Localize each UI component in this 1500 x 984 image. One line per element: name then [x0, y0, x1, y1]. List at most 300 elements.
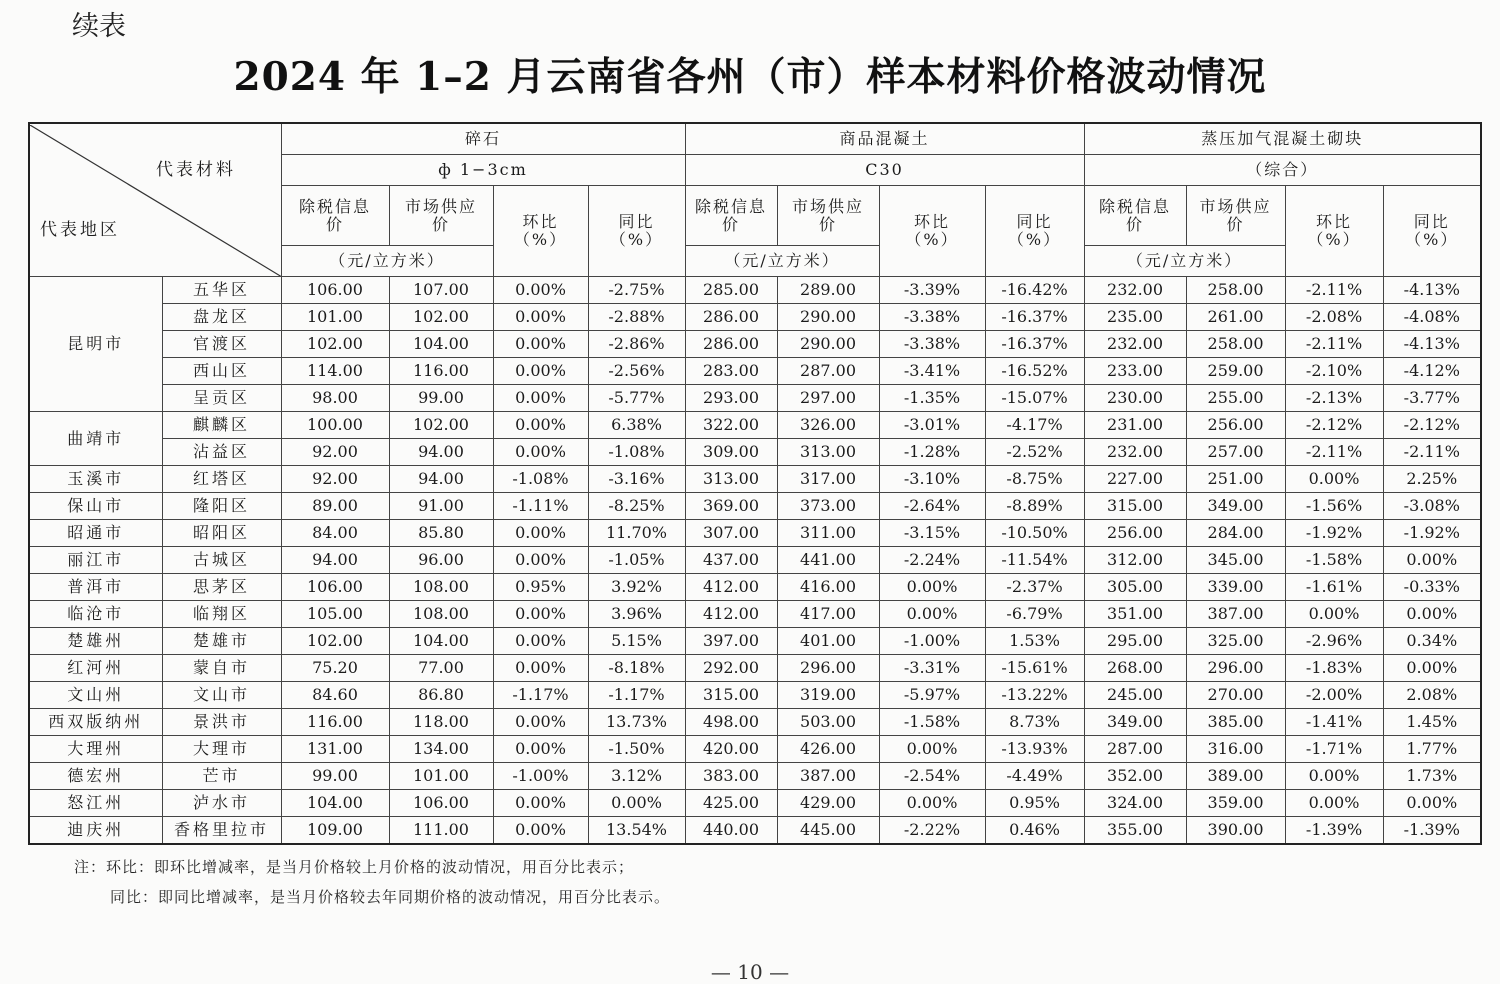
value-cell: 287.00 [777, 358, 879, 385]
value-cell: 0.00% [1383, 601, 1481, 628]
value-cell: 13.73% [588, 709, 685, 736]
value-cell: 445.00 [777, 817, 879, 845]
value-cell: -10.50% [985, 520, 1084, 547]
value-cell: 0.00% [493, 520, 588, 547]
value-cell: -1.92% [1383, 520, 1481, 547]
column-header-block-0 [1084, 186, 1186, 246]
value-cell: 311.00 [777, 520, 879, 547]
city-cell: 曲靖市 [29, 412, 162, 466]
value-cell: 420.00 [685, 736, 777, 763]
value-cell: 8.73% [985, 709, 1084, 736]
value-cell: 1.77% [1383, 736, 1481, 763]
value-cell: 100.00 [281, 412, 389, 439]
value-cell: -8.18% [588, 655, 685, 682]
header-line: （%） [609, 230, 664, 249]
value-cell: 0.95% [985, 790, 1084, 817]
value-cell: 3.12% [588, 763, 685, 790]
value-cell: -3.08% [1383, 493, 1481, 520]
value-cell: 111.00 [389, 817, 493, 845]
unit-label-gravel: （元/立方米） [281, 246, 493, 277]
value-cell: 316.00 [1186, 736, 1285, 763]
value-cell: -2.56% [588, 358, 685, 385]
value-cell: -13.22% [985, 682, 1084, 709]
value-cell: 75.20 [281, 655, 389, 682]
city-cell: 保山市 [29, 493, 162, 520]
city-cell: 德宏州 [29, 763, 162, 790]
district-cell: 五华区 [162, 277, 281, 304]
district-cell: 麒麟区 [162, 412, 281, 439]
value-cell: 339.00 [1186, 574, 1285, 601]
value-cell: 425.00 [685, 790, 777, 817]
value-cell: 0.00% [1383, 547, 1481, 574]
value-cell: 296.00 [777, 655, 879, 682]
value-cell: 317.00 [777, 466, 879, 493]
value-cell: 101.00 [281, 304, 389, 331]
value-cell: 106.00 [281, 574, 389, 601]
value-cell: -2.11% [1285, 277, 1383, 304]
value-cell: -1.56% [1285, 493, 1383, 520]
value-cell: 287.00 [1084, 736, 1186, 763]
value-cell: -5.97% [879, 682, 985, 709]
value-cell: -5.77% [588, 385, 685, 412]
value-cell: -1.17% [493, 682, 588, 709]
value-cell: 99.00 [281, 763, 389, 790]
footnotes [74, 852, 670, 912]
material-name: 碎石 [465, 129, 502, 148]
value-cell: 1.45% [1383, 709, 1481, 736]
header-line: 价 [1226, 214, 1245, 234]
value-cell: 293.00 [685, 385, 777, 412]
value-cell: 257.00 [1186, 439, 1285, 466]
value-cell: 118.00 [389, 709, 493, 736]
material-name: 商品混凝土 [839, 129, 930, 148]
value-cell: 1.73% [1383, 763, 1481, 790]
column-header-concrete-1 [777, 186, 879, 246]
column-header-block-1 [1186, 186, 1285, 246]
value-cell: -4.12% [1383, 358, 1481, 385]
value-cell: 1.53% [985, 628, 1084, 655]
city-cell: 楚雄州 [29, 628, 162, 655]
value-cell: -1.17% [588, 682, 685, 709]
value-cell: -2.88% [588, 304, 685, 331]
city-cell: 西双版纳州 [29, 709, 162, 736]
value-cell: -3.10% [879, 466, 985, 493]
value-cell: 259.00 [1186, 358, 1285, 385]
value-cell: 232.00 [1084, 439, 1186, 466]
value-cell: 322.00 [685, 412, 777, 439]
value-cell: -8.75% [985, 466, 1084, 493]
value-cell: 355.00 [1084, 817, 1186, 845]
value-cell: 0.00% [493, 412, 588, 439]
table-row [29, 304, 1481, 331]
value-cell: 104.00 [389, 331, 493, 358]
district-cell: 芒市 [162, 763, 281, 790]
value-cell: 290.00 [777, 304, 879, 331]
district-cell: 红塔区 [162, 466, 281, 493]
value-cell: 114.00 [281, 358, 389, 385]
material-header-block [1084, 123, 1481, 155]
table-row [29, 790, 1481, 817]
value-cell: 412.00 [685, 601, 777, 628]
value-cell: 387.00 [1186, 601, 1285, 628]
district-cell: 蒙自市 [162, 655, 281, 682]
city-cell: 文山州 [29, 682, 162, 709]
header-line: 同比 [1413, 212, 1450, 231]
value-cell: -2.64% [879, 493, 985, 520]
value-cell: 0.34% [1383, 628, 1481, 655]
value-cell: -8.25% [588, 493, 685, 520]
value-cell: 98.00 [281, 385, 389, 412]
value-cell: 0.00% [1383, 790, 1481, 817]
value-cell: 131.00 [281, 736, 389, 763]
value-cell: 0.00% [879, 790, 985, 817]
value-cell: -8.89% [985, 493, 1084, 520]
value-cell: 0.00% [493, 331, 588, 358]
value-cell: 296.00 [1186, 655, 1285, 682]
value-cell: 315.00 [1084, 493, 1186, 520]
corner-region-label: 代表地区 [40, 220, 120, 240]
header-line: 价 [722, 214, 741, 234]
district-cell: 古城区 [162, 547, 281, 574]
value-cell: 286.00 [685, 304, 777, 331]
value-cell: 0.00% [493, 628, 588, 655]
header-line: 市场供应 [792, 196, 865, 216]
value-cell: 6.38% [588, 412, 685, 439]
value-cell: 369.00 [685, 493, 777, 520]
city-cell: 大理州 [29, 736, 162, 763]
district-cell: 文山市 [162, 682, 281, 709]
value-cell: 13.54% [588, 817, 685, 845]
value-cell: 284.00 [1186, 520, 1285, 547]
value-cell: 251.00 [1186, 466, 1285, 493]
value-cell: 0.46% [985, 817, 1084, 845]
district-cell: 景洪市 [162, 709, 281, 736]
value-cell: 0.00% [493, 817, 588, 845]
header-line: （%） [1307, 230, 1361, 249]
value-cell: 0.00% [1285, 790, 1383, 817]
value-cell: 85.80 [389, 520, 493, 547]
header-line: （%） [1405, 230, 1459, 249]
value-cell: 385.00 [1186, 709, 1285, 736]
table-row [29, 655, 1481, 682]
table-row [29, 358, 1481, 385]
value-cell: -16.42% [985, 277, 1084, 304]
district-cell: 香格里拉市 [162, 817, 281, 845]
header-line: 除税信息 [298, 196, 371, 216]
value-cell: -1.08% [493, 466, 588, 493]
table-row [29, 439, 1481, 466]
column-header-concrete-0 [685, 186, 777, 246]
table-row [29, 709, 1481, 736]
value-cell: -2.13% [1285, 385, 1383, 412]
district-cell: 楚雄市 [162, 628, 281, 655]
value-cell: -4.13% [1383, 331, 1481, 358]
value-cell: 397.00 [685, 628, 777, 655]
value-cell: -3.31% [879, 655, 985, 682]
value-cell: -1.08% [588, 439, 685, 466]
header-line: 价 [431, 214, 450, 234]
value-cell: -1.58% [1285, 547, 1383, 574]
value-cell: -2.12% [1285, 412, 1383, 439]
value-cell: 94.00 [389, 439, 493, 466]
value-cell: -0.33% [1383, 574, 1481, 601]
value-cell: 84.00 [281, 520, 389, 547]
value-cell: 426.00 [777, 736, 879, 763]
table-row [29, 520, 1481, 547]
header-line: （%） [905, 230, 959, 249]
value-cell: 107.00 [389, 277, 493, 304]
value-cell: 108.00 [389, 601, 493, 628]
city-cell: 普洱市 [29, 574, 162, 601]
value-cell: 0.00% [879, 574, 985, 601]
district-cell: 沾益区 [162, 439, 281, 466]
value-cell: 3.92% [588, 574, 685, 601]
value-cell: 232.00 [1084, 331, 1186, 358]
header-line: 除税信息 [1099, 196, 1172, 216]
header-line: （%） [1007, 230, 1062, 249]
value-cell: -1.00% [493, 763, 588, 790]
value-cell: 0.00% [493, 304, 588, 331]
value-cell: 2.08% [1383, 682, 1481, 709]
value-cell: 0.00% [1383, 655, 1481, 682]
column-header-block-3 [1383, 186, 1481, 277]
value-cell: -3.77% [1383, 385, 1481, 412]
material-spec-block: （综合） [1084, 155, 1481, 186]
value-cell: 102.00 [281, 331, 389, 358]
value-cell: 0.00% [493, 439, 588, 466]
value-cell: -1.28% [879, 439, 985, 466]
corner-material-label: 代表材料 [156, 160, 236, 180]
table-row [29, 574, 1481, 601]
header-line: 价 [325, 214, 344, 234]
district-cell: 昭阳区 [162, 520, 281, 547]
value-cell: 387.00 [777, 763, 879, 790]
value-cell: -1.61% [1285, 574, 1383, 601]
value-cell: 0.00% [493, 655, 588, 682]
value-cell: -3.38% [879, 331, 985, 358]
value-cell: -3.38% [879, 304, 985, 331]
value-cell: 437.00 [685, 547, 777, 574]
value-cell: -2.75% [588, 277, 685, 304]
value-cell: 102.00 [281, 628, 389, 655]
column-header-block-2 [1285, 186, 1383, 277]
value-cell: 345.00 [1186, 547, 1285, 574]
city-cell: 临沧市 [29, 601, 162, 628]
value-cell: -16.37% [985, 304, 1084, 331]
table-row [29, 817, 1481, 845]
district-cell: 隆阳区 [162, 493, 281, 520]
value-cell: -1.50% [588, 736, 685, 763]
footnote-yoy: 同比：即同比增减率，是当月价格较去年同期价格的波动情况，用百分比表示。 [110, 888, 671, 906]
value-cell: 351.00 [1084, 601, 1186, 628]
header-line: 同比 [1016, 212, 1053, 231]
value-cell: 233.00 [1084, 358, 1186, 385]
value-cell: 0.95% [493, 574, 588, 601]
value-cell: -2.37% [985, 574, 1084, 601]
value-cell: 0.00% [493, 547, 588, 574]
value-cell: -2.96% [1285, 628, 1383, 655]
value-cell: 352.00 [1084, 763, 1186, 790]
material-spec-gravel: ф 1−3cm [281, 155, 685, 186]
value-cell: 0.00% [588, 790, 685, 817]
table-row [29, 601, 1481, 628]
value-cell: -2.52% [985, 439, 1084, 466]
value-cell: 116.00 [389, 358, 493, 385]
value-cell: 91.00 [389, 493, 493, 520]
value-cell: 416.00 [777, 574, 879, 601]
value-cell: 258.00 [1186, 331, 1285, 358]
city-cell: 玉溪市 [29, 466, 162, 493]
district-cell: 临翔区 [162, 601, 281, 628]
district-cell: 呈贡区 [162, 385, 281, 412]
value-cell: -3.41% [879, 358, 985, 385]
value-cell: 283.00 [685, 358, 777, 385]
district-cell: 盘龙区 [162, 304, 281, 331]
value-cell: 104.00 [281, 790, 389, 817]
value-cell: 307.00 [685, 520, 777, 547]
column-header-gravel-1 [389, 186, 493, 246]
value-cell: 289.00 [777, 277, 879, 304]
value-cell: -2.08% [1285, 304, 1383, 331]
value-cell: -1.35% [879, 385, 985, 412]
value-cell: -2.11% [1285, 331, 1383, 358]
value-cell: 92.00 [281, 466, 389, 493]
district-cell: 官渡区 [162, 331, 281, 358]
value-cell: 104.00 [389, 628, 493, 655]
value-cell: 319.00 [777, 682, 879, 709]
value-cell: 0.00% [879, 736, 985, 763]
value-cell: 270.00 [1186, 682, 1285, 709]
value-cell: 313.00 [685, 466, 777, 493]
value-cell: 412.00 [685, 574, 777, 601]
value-cell: -2.86% [588, 331, 685, 358]
value-cell: 286.00 [685, 331, 777, 358]
city-cell: 昆明市 [29, 277, 162, 412]
value-cell: -3.16% [588, 466, 685, 493]
value-cell: 102.00 [389, 304, 493, 331]
city-cell: 怒江州 [29, 790, 162, 817]
header-line: 同比 [618, 212, 655, 231]
header-line: 环比 [1316, 212, 1353, 231]
city-cell: 红河州 [29, 655, 162, 682]
value-cell: 295.00 [1084, 628, 1186, 655]
value-cell: 235.00 [1084, 304, 1186, 331]
value-cell: 0.00% [493, 601, 588, 628]
value-cell: 0.00% [879, 601, 985, 628]
header-line: 环比 [522, 212, 559, 231]
value-cell: 105.00 [281, 601, 389, 628]
value-cell: -1.92% [1285, 520, 1383, 547]
value-cell: 0.00% [493, 709, 588, 736]
district-cell: 大理市 [162, 736, 281, 763]
city-cell: 昭通市 [29, 520, 162, 547]
column-header-concrete-3 [985, 186, 1084, 277]
table-row [29, 736, 1481, 763]
value-cell: 3.96% [588, 601, 685, 628]
table-row [29, 763, 1481, 790]
page-title: 2024 年 1–2 月云南省各州（市）样本材料价格波动情况 [233, 54, 1267, 100]
material-header-concrete [685, 123, 1084, 155]
value-cell: 383.00 [685, 763, 777, 790]
value-cell: 0.00% [493, 790, 588, 817]
value-cell: 255.00 [1186, 385, 1285, 412]
value-cell: 373.00 [777, 493, 879, 520]
value-cell: -6.79% [985, 601, 1084, 628]
column-header-gravel-0 [281, 186, 389, 246]
value-cell: 106.00 [281, 277, 389, 304]
table-row [29, 682, 1481, 709]
table-row [29, 277, 1481, 304]
value-cell: -4.13% [1383, 277, 1481, 304]
table-row [29, 493, 1481, 520]
value-cell: -1.58% [879, 709, 985, 736]
value-cell: 349.00 [1186, 493, 1285, 520]
district-cell: 思茅区 [162, 574, 281, 601]
header-line: 市场供应 [404, 196, 477, 216]
value-cell: 0.00% [1285, 763, 1383, 790]
material-spec-concrete: C30 [685, 155, 1084, 186]
value-cell: 292.00 [685, 655, 777, 682]
value-cell: -1.41% [1285, 709, 1383, 736]
value-cell: 230.00 [1084, 385, 1186, 412]
value-cell: 429.00 [777, 790, 879, 817]
value-cell: 441.00 [777, 547, 879, 574]
value-cell: 94.00 [389, 466, 493, 493]
value-cell: 116.00 [281, 709, 389, 736]
value-cell: 245.00 [1084, 682, 1186, 709]
value-cell: 231.00 [1084, 412, 1186, 439]
value-cell: 503.00 [777, 709, 879, 736]
city-cell: 迪庆州 [29, 817, 162, 845]
value-cell: -2.54% [879, 763, 985, 790]
value-cell: 297.00 [777, 385, 879, 412]
value-cell: 256.00 [1186, 412, 1285, 439]
header-line: 价 [819, 214, 838, 234]
value-cell: -1.00% [879, 628, 985, 655]
value-cell: 77.00 [389, 655, 493, 682]
value-cell: 268.00 [1084, 655, 1186, 682]
table-row [29, 412, 1481, 439]
value-cell: 227.00 [1084, 466, 1186, 493]
header-line: 除税信息 [695, 196, 768, 216]
value-cell: 312.00 [1084, 547, 1186, 574]
value-cell: 315.00 [685, 682, 777, 709]
footnote-mom: 注：环比：即环比增减率，是当月价格较上月价格的波动情况，用百分比表示； [74, 858, 635, 876]
value-cell: -4.08% [1383, 304, 1481, 331]
value-cell: 326.00 [777, 412, 879, 439]
column-header-concrete-2 [879, 186, 985, 277]
value-cell: 0.00% [1285, 601, 1383, 628]
value-cell: 94.00 [281, 547, 389, 574]
value-cell: -15.61% [985, 655, 1084, 682]
value-cell: 498.00 [685, 709, 777, 736]
column-header-gravel-3 [588, 186, 685, 277]
value-cell: -1.05% [588, 547, 685, 574]
value-cell: -1.71% [1285, 736, 1383, 763]
header-line: 价 [1126, 214, 1145, 234]
value-cell: -16.52% [985, 358, 1084, 385]
material-name: 蒸压加气混凝土砌块 [1201, 129, 1364, 148]
value-cell: 92.00 [281, 439, 389, 466]
value-cell: 290.00 [777, 331, 879, 358]
value-cell: -2.22% [879, 817, 985, 845]
value-cell: 349.00 [1084, 709, 1186, 736]
value-cell: 285.00 [685, 277, 777, 304]
district-cell: 西山区 [162, 358, 281, 385]
value-cell: 417.00 [777, 601, 879, 628]
value-cell: 401.00 [777, 628, 879, 655]
value-cell: -4.49% [985, 763, 1084, 790]
